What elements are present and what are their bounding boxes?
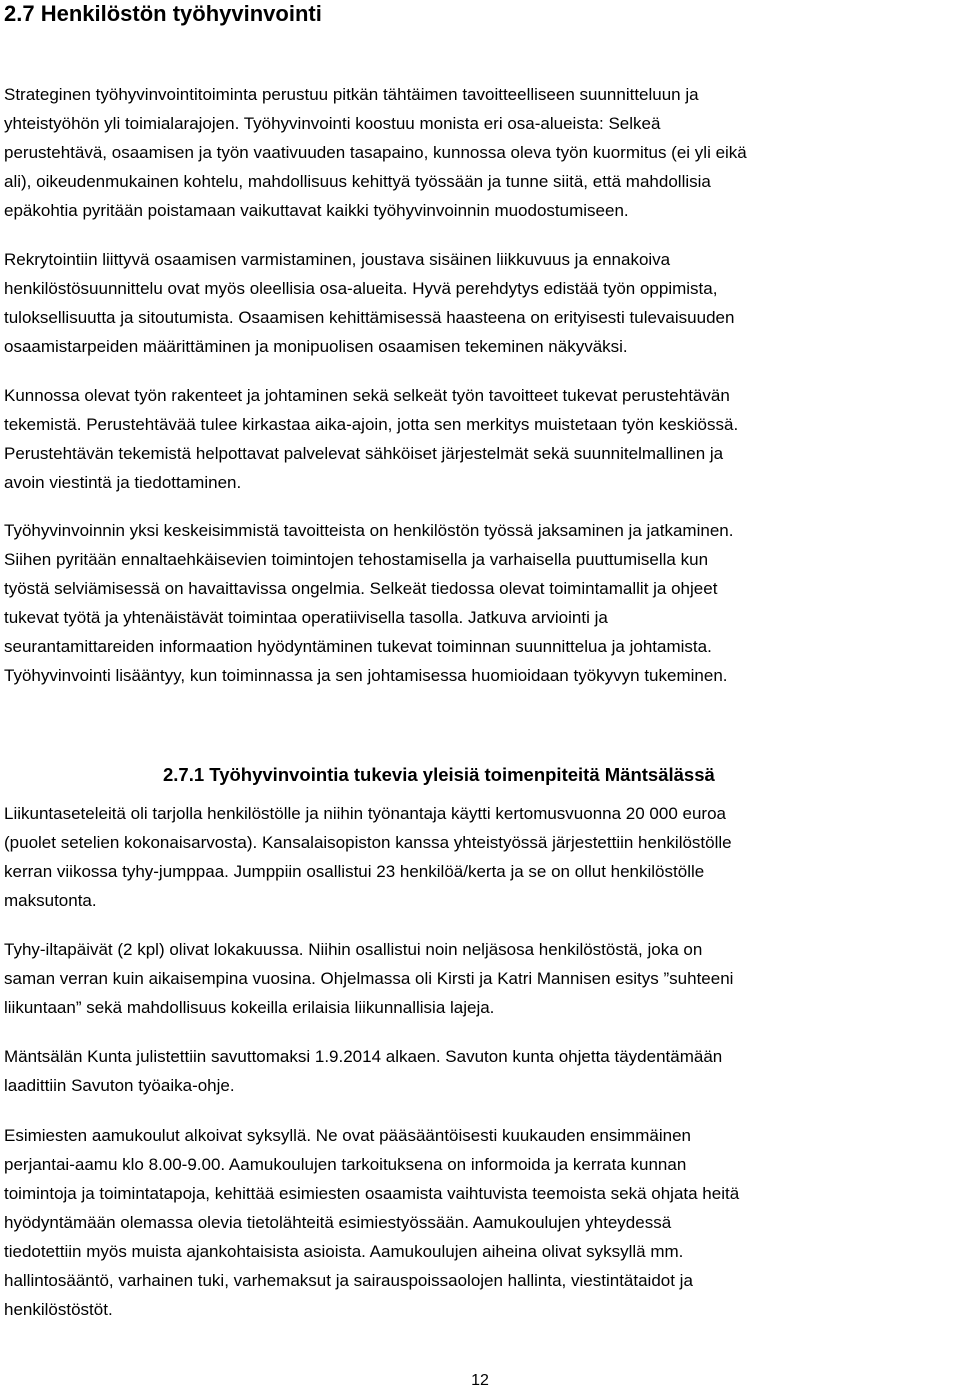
paragraph-tyhy-afternoons xyxy=(4,935,733,1022)
page-number: 12 xyxy=(471,1372,489,1389)
text-line: Strateginen työhyvinvointitoiminta perustuu pitkän tähtäimen tavoitteelliseen suunnitteluun ja xyxy=(4,85,699,104)
text-line: Työhyvinvointi lisääntyy, kun toiminnassa ja sen johtamisessa huomioidaan työkyvyn tukeminen. xyxy=(4,666,728,685)
text-line: Liikuntaseteleitä oli tarjolla henkilöstölle ja niihin työnantaja käytti kertomusvuonna 20 000 euroa xyxy=(4,804,727,823)
paragraph-wellbeing-goals xyxy=(4,516,733,690)
text-line: tuloksellisuutta ja sitoutumista. Osaamisen kehittämisessä haasteena on erityisesti tulevaisuuden xyxy=(4,308,735,327)
section-heading: 2.7 Henkilöstön työhyvinvointi xyxy=(4,1,322,26)
text-line: saman verran kuin aikaisempina vuosina. Ohjelmassa oli Kirsti ja Katri Mannisen esitys ”suhteeni xyxy=(4,969,734,988)
text-line: tukevat työtä ja yhtenäistävät toimintaa operatiivisella tasolla. Jatkuva arviointi ja xyxy=(4,608,608,627)
text-line: Kunnossa olevat työn rakenteet ja johtaminen sekä selkeät työn tavoitteet tukevat perustehtävän xyxy=(4,386,730,405)
subsection-heading: 2.7.1 Työhyvinvointia tukevia yleisiä toimenpiteitä Mäntsälässä xyxy=(163,764,715,785)
text-line: hyödyntämään olemassa olevia tietolähteitä esimiestyössään. Aamukoulujen yhteydessä xyxy=(4,1213,672,1232)
text-line: kerran viikossa tyhy-jumppaa. Jumppiin osallistui 23 henkilöä/kerta ja se on ollut henkilöstölle xyxy=(4,862,705,881)
paragraph-smoke-free xyxy=(4,1042,722,1100)
text-line: Perustehtävän tekemistä helpottavat palvelevat sähköiset järjestelmät sekä suunnitelmallinen ja xyxy=(4,444,724,463)
text-line: seurantamittareiden informaation hyödyntäminen tukevat toiminnan suunnittelua ja johtamista. xyxy=(4,637,712,656)
text-line: maksutonta. xyxy=(4,891,97,910)
text-line: Siihen pyritään ennaltaehkäisevien toimintojen tehostamisella ja varhaisella puuttumisella kun xyxy=(4,550,709,569)
paragraph-exercise-vouchers xyxy=(4,799,732,915)
text-line: liikuntaan” sekä mahdollisuus kokeilla erilaisia liikunnallisia lajeja. xyxy=(4,998,495,1017)
text-line: Tyhy-iltapäivät (2 kpl) olivat lokakuussa. Niihin osallistui noin neljäsosa henkilöstöstä, joka on xyxy=(4,940,703,959)
text-line: perustehtävä, osaamisen ja työn vaativuuden tasapaino, kunnossa oleva työn kuormitus (ei yli eikä xyxy=(4,143,747,162)
text-line: Mäntsälän Kunta julistettiin savuttomaksi 1.9.2014 alkaen. Savuton kunta ohjetta täydentämään xyxy=(4,1047,723,1066)
text-line: Rekrytointiin liittyvä osaamisen varmistaminen, joustava sisäinen liikkuvuus ja ennakoiva xyxy=(4,250,671,269)
text-line: henkilöstösuunnittelu ovat myös oleellisia osa-alueita. Hyvä perehdytys edistää työn oppimista, xyxy=(4,279,718,298)
text-line: laadittiin Savuton työaika-ohje. xyxy=(4,1076,235,1095)
text-line: toimintoja ja toimintatapoja, kehittää esimiesten osaamista vaihtuvista teemoista sekä ohjata heitä xyxy=(4,1184,740,1203)
text-line: perjantai-aamu klo 8.00-9.00. Aamukoulujen tarkoituksena on informoida ja kerrata kunnan xyxy=(4,1155,687,1174)
text-line: avoin viestintä ja tiedottaminen. xyxy=(4,473,242,492)
text-line: tiedotettiin myös muista ajankohtaisista asioista. Aamukoulujen aiheina olivat syksyllä mm. xyxy=(4,1242,684,1261)
paragraph-strategy xyxy=(4,80,747,225)
text-line: Esimiesten aamukoulut alkoivat syksyllä. Ne ovat pääsääntöisesti kuukauden ensimmäinen xyxy=(4,1126,691,1145)
paragraph-recruitment xyxy=(4,245,734,361)
text-line: hallintosääntö, varhainen tuki, varhemaksut ja sairauspoissaolojen hallinta, viestintätaidot ja xyxy=(4,1271,693,1290)
text-line: (puolet setelien kokonaisarvosta). Kansalaisopiston kanssa yhteistyössä järjestettiin henkilöstölle xyxy=(4,833,732,852)
text-line: henkilöstöstöt. xyxy=(4,1300,113,1319)
text-line: osaamistarpeiden määrittäminen ja monipuolisen osaamisen tekeminen näkyväksi. xyxy=(4,337,628,356)
paragraph-structures xyxy=(4,381,738,497)
text-line: tekemistä. Perustehtävää tulee kirkastaa aika-ajoin, jotta sen merkitys muistetaan työn keskiössä. xyxy=(4,415,739,434)
text-line: yhteistyöhön yli toimialarajojen. Työhyvinvointi koostuu monista eri osa-alueista: Selkeä xyxy=(4,114,661,133)
text-line: ali), oikeudenmukainen kohtelu, mahdollisuus kehittyä työssään ja tunne siitä, että mahdollisia xyxy=(4,172,711,191)
paragraph-morning-schools xyxy=(4,1121,739,1324)
text-line: Työhyvinvoinnin yksi keskeisimmistä tavoitteista on henkilöstön työssä jaksaminen ja jatkaminen. xyxy=(4,521,734,540)
text-line: epäkohtia pyritään poistamaan vaikuttavat kaikki työhyvinvoinnin muodostumiseen. xyxy=(4,201,629,220)
text-line: työstä selviämisessä on havaittavissa ongelmia. Selkeät tiedossa olevat toimintamallit ja ohjeet xyxy=(4,579,718,598)
